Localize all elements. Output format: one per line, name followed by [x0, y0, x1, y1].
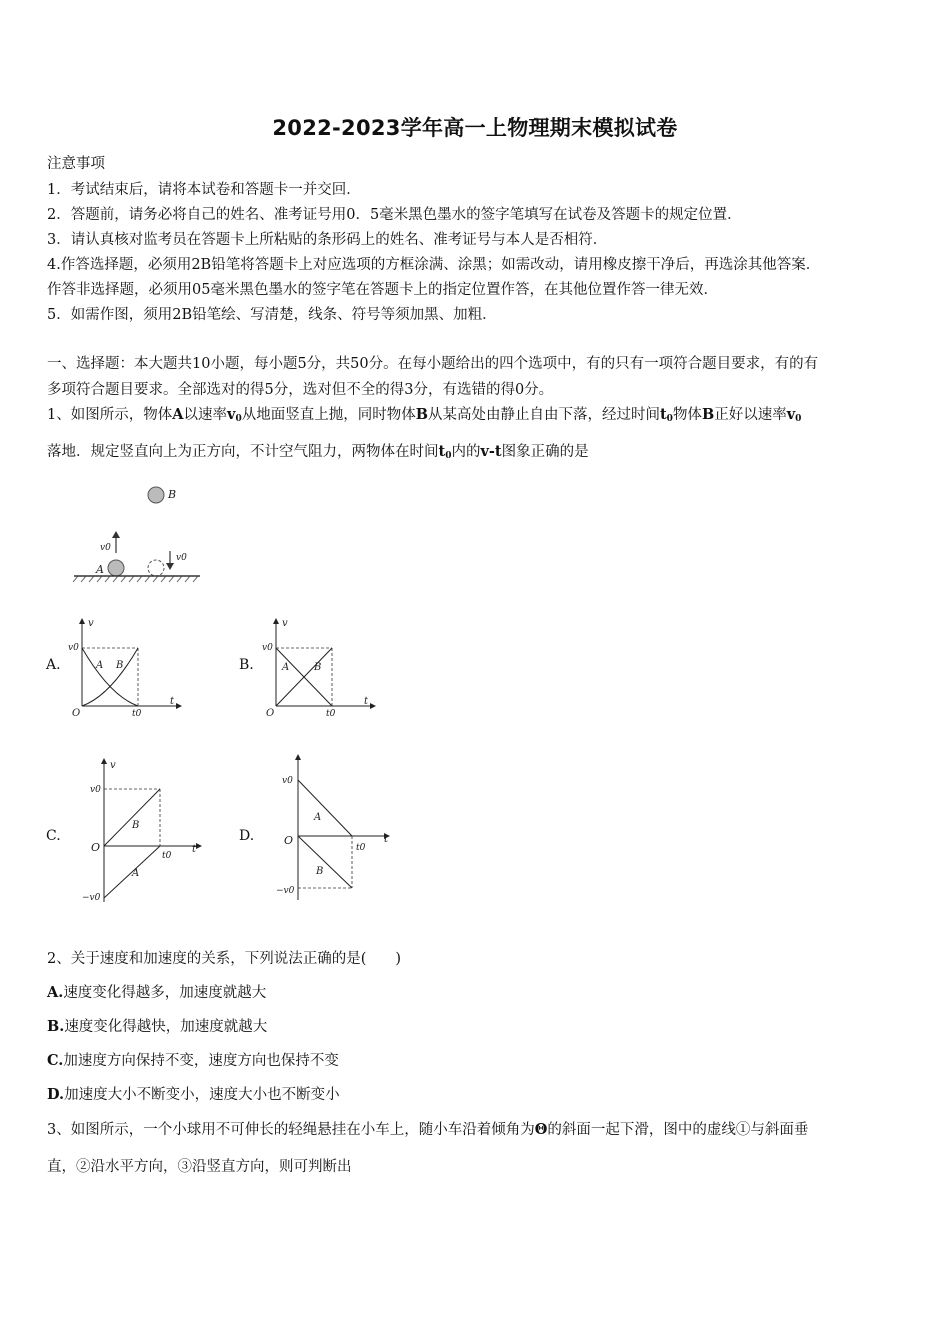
q1-option-a-graph[interactable] — [66, 612, 186, 720]
q2-choice-a[interactable] — [47, 981, 266, 1002]
q1-symbol-t: t — [438, 443, 446, 460]
q1-text: 图象正确的是 — [501, 444, 589, 460]
choice-letter: D. — [47, 1086, 65, 1103]
q3-text: 的斜面一起下滑，图中的虚线①与斜面垂 — [547, 1122, 809, 1138]
neg-v0-label: −v0 — [276, 886, 295, 896]
q1-object-b: B — [701, 406, 715, 423]
arrow-down-head-icon — [166, 563, 174, 570]
q1-option-d-graph[interactable] — [272, 752, 402, 910]
q1-option-c-graph[interactable] — [78, 752, 208, 910]
q1-text: 内的 — [451, 444, 481, 460]
q1-symbol-t: t — [659, 406, 667, 423]
line-a-label: A — [282, 662, 290, 673]
choice-text: 速度变化得越多，加速度就越大 — [63, 985, 267, 1001]
line-b-label: B — [316, 866, 324, 877]
arrow-up-label: v0 — [100, 543, 111, 553]
q1-text: 从地面竖直上抛，同时物体 — [241, 407, 416, 423]
t-axis-arrow-icon — [196, 843, 202, 849]
t0-label: t0 — [162, 851, 172, 861]
line-a-label: A — [314, 812, 322, 823]
curve-b — [82, 648, 138, 706]
q1-object-b: B — [415, 406, 428, 423]
notice-item-2: 2．答题前，请务必将自己的姓名、准考证号用0．5毫米黑色墨水的签字笔填写在试卷及答题卡的规定位置． — [47, 207, 742, 223]
q1-option-a-label[interactable]: A. — [46, 657, 61, 673]
t-axis-label: t — [192, 844, 197, 855]
q2-choice-d[interactable] — [47, 1083, 340, 1104]
q1-option-b-label[interactable]: B. — [239, 657, 254, 673]
q1-symbol-sub: 0 — [445, 451, 452, 461]
v-axis-arrow-icon — [79, 618, 85, 624]
arrow-up-head-icon — [112, 531, 120, 538]
line-b — [104, 789, 160, 846]
q1-symbol-sub: 0 — [235, 414, 242, 424]
v0-label: v0 — [68, 643, 79, 653]
v-axis-label: v — [282, 618, 288, 629]
q1-text: 从某高处由静止自由下落，经过时间 — [427, 407, 660, 423]
v-axis-label: v — [88, 618, 94, 629]
q3-stem-line1 — [47, 1118, 808, 1139]
q1-text: 以速率 — [183, 407, 227, 423]
t-axis-arrow-icon — [370, 703, 376, 709]
origin-label: O — [284, 834, 294, 847]
q1-text: 物体 — [672, 407, 702, 423]
notice-item-4: 4.作答选择题，必须用2B铅笔将答题卡上对应选项的方框涂满、涂黑；如需改动，请用橡皮擦干净后，再选涂其他答案． — [47, 257, 821, 273]
page-title: 2022-2023学年高一上物理期末模拟试卷 — [272, 116, 678, 140]
notice-item-5: 5．如需作图，须用2B铅笔绘、写清楚，线条、符号等须加黑、加粗． — [47, 307, 497, 323]
curve-b-label: B — [116, 660, 124, 671]
ball-b-landing — [148, 560, 164, 576]
v0-label: v0 — [262, 643, 273, 653]
q3-text: 3、如图所示，一个小球用不可伸长的轻绳悬挂在小车上，随小车沿着倾角为 — [47, 1122, 535, 1138]
line-a-label: A — [132, 868, 140, 879]
choice-text: 加速度大小不断变小，速度大小也不断变小 — [64, 1087, 340, 1103]
v-axis-arrow-icon — [101, 758, 107, 764]
ball-a-label: A — [96, 563, 104, 576]
curve-a — [82, 648, 138, 706]
q1-object-a: A — [172, 406, 184, 423]
neg-v0-label: −v0 — [82, 893, 101, 903]
t-axis-arrow-icon — [176, 703, 182, 709]
q1-symbol-v: v — [227, 406, 236, 423]
q1-symbol-vt: v-t — [480, 443, 502, 460]
q1-text: 1、如图所示，物体 — [47, 407, 173, 423]
q1-stem-line2 — [47, 440, 589, 461]
v-axis-label: v — [110, 760, 116, 771]
q1-option-d-label[interactable]: D. — [239, 828, 255, 844]
line-b-label: B — [132, 820, 140, 831]
line-b-label: B — [314, 662, 322, 673]
q3-stem-line2: 直，②沿水平方向，③沿竖直方向，则可判断出 — [47, 1159, 352, 1175]
t-axis-label: t — [170, 696, 175, 707]
q1-option-c-label[interactable]: C. — [46, 828, 61, 844]
section1-line1: 一、选择题：本大题共10小题，每小题5分，共50分。在每小题给出的四个选项中，有的只有一项符合题目要求，有的有 — [47, 356, 819, 372]
v-axis-arrow-icon — [295, 754, 301, 760]
q2-choice-b[interactable] — [47, 1015, 267, 1036]
v-axis-arrow-icon — [273, 618, 279, 624]
origin-label: O — [91, 841, 101, 854]
t-axis-label: t — [384, 834, 389, 845]
choice-letter: A. — [47, 984, 64, 1001]
line-a — [298, 780, 352, 836]
origin-label: O — [72, 708, 81, 719]
notice-item-1: 1．考试结束后，请将本试卷和答题卡一并交回． — [47, 182, 361, 198]
q3-angle-symbol: Θ — [534, 1121, 548, 1138]
q1-symbol-sub: 0 — [666, 414, 673, 424]
q1-text: 正好以速率 — [714, 407, 787, 423]
q1-symbol-sub: 0 — [795, 414, 802, 424]
choice-text: 加速度方向保持不变，速度方向也保持不变 — [63, 1053, 339, 1069]
q1-option-b-graph[interactable] — [260, 612, 380, 720]
notice-heading: 注意事项 — [47, 156, 105, 172]
origin-label: O — [266, 708, 275, 719]
ground-hatch — [73, 576, 198, 582]
section1-line2: 多项符合题目要求。全部选对的得5分，选对但不全的得3分，有选错的得0分。 — [47, 382, 554, 398]
ball-b — [148, 487, 164, 503]
line-b — [298, 836, 352, 888]
t0-label: t0 — [326, 709, 336, 719]
v0-label: v0 — [90, 785, 101, 795]
choice-letter: C. — [47, 1052, 64, 1069]
notice-item-3: 3．请认真核对监考员在答题卡上所粘贴的条形码上的姓名、准考证号与本人是否相符． — [47, 232, 608, 248]
q1-stem-line1 — [47, 403, 801, 424]
notice-item-4-cont: 作答非选择题，必须用05毫米黑色墨水的签字笔在答题卡上的指定位置作答，在其他位置作答一律无效． — [47, 282, 718, 298]
arrow-down-label: v0 — [176, 553, 187, 563]
t0-label: t0 — [132, 709, 142, 719]
q1-symbol-v: v — [786, 406, 796, 423]
q2-stem: 2、关于速度和加速度的关系，下列说法正确的是( ) — [47, 951, 402, 967]
v0-label: v0 — [282, 776, 293, 786]
ball-b-label: B — [168, 488, 177, 501]
ball-a — [108, 560, 124, 576]
curve-a-label: A — [96, 660, 104, 671]
choice-text: 速度变化得越快，加速度就越大 — [64, 1019, 268, 1035]
q1-text: 落地．规定竖直向上为正方向，不计空气阻力，两物体在时间 — [47, 444, 439, 460]
q1-main-figure — [70, 478, 210, 588]
q2-choice-c[interactable] — [47, 1049, 339, 1070]
choice-letter: B. — [47, 1018, 65, 1035]
t0-label: t0 — [356, 843, 366, 853]
t-axis-label: t — [364, 696, 369, 707]
